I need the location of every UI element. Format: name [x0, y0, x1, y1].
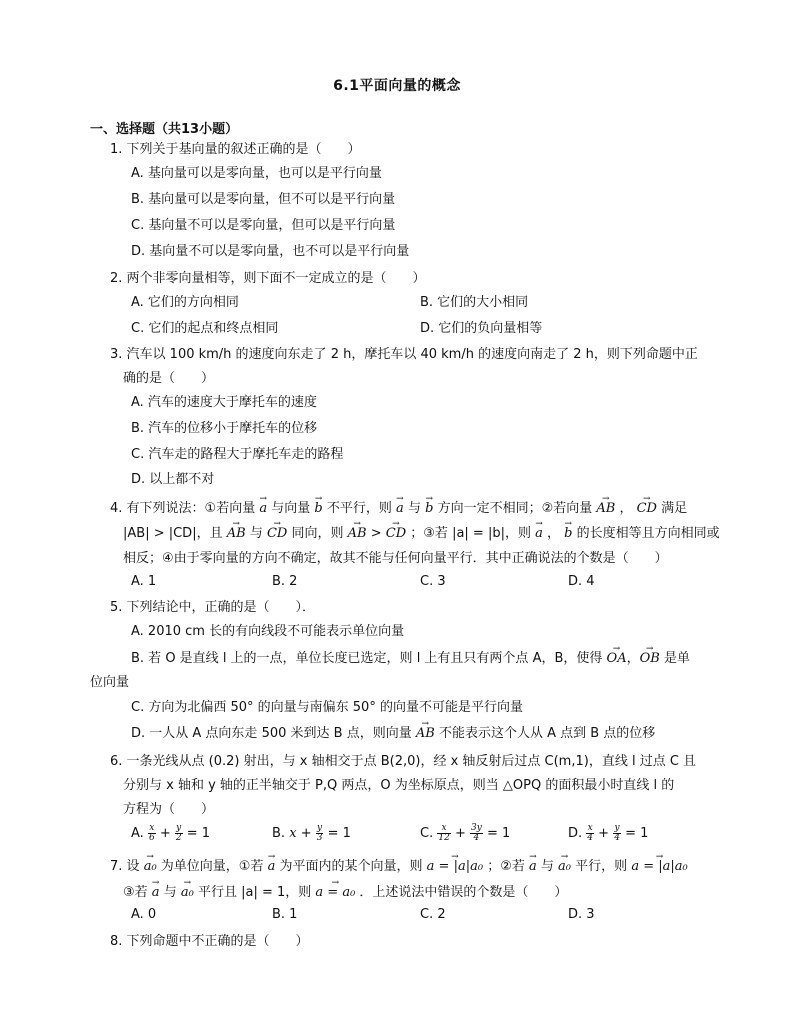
q7-option-b: B. 1	[272, 907, 298, 922]
option-letter: C.	[420, 826, 434, 841]
numerator: y	[317, 823, 323, 833]
q4-text: 满足	[661, 501, 688, 516]
denominator: 2	[175, 833, 182, 843]
q4-text: 与	[407, 501, 421, 516]
q7-text: ③若	[123, 885, 148, 900]
vector-a: → a	[152, 884, 160, 902]
fraction	[613, 824, 621, 843]
vector-a: → a	[259, 500, 267, 518]
q4-text: ，	[547, 526, 561, 541]
q5-text: 是单	[663, 651, 690, 666]
q4-option-c: C. 3	[420, 574, 446, 589]
equals-one: = 1	[625, 826, 649, 841]
equation-a-abs-a0: → a = |a|a₀	[631, 858, 687, 876]
fraction	[586, 824, 594, 843]
q1-option-c: C. 基向量不可以是零向量，但可以是平行向量	[131, 218, 396, 233]
q7-text: 7. 设	[110, 859, 140, 874]
q7-text: 与	[540, 859, 554, 874]
vector-b: → b	[564, 525, 572, 543]
section-heading: 一、选择题（共13小题）	[90, 122, 239, 137]
fraction	[316, 824, 324, 843]
vector-CD: → CD	[267, 525, 287, 543]
q4-option-b: B. 2	[272, 574, 298, 589]
q4-text: 同向，则	[291, 526, 344, 541]
plus-sign: +	[454, 826, 466, 841]
q4-text: |AB| > |CD|，且	[123, 526, 223, 541]
q7-text: 为单位向量，①若	[160, 859, 264, 874]
question-6-line3: 方程为（ ）	[123, 802, 215, 817]
vector-b: → b	[425, 500, 433, 518]
q5-text: ，	[626, 651, 640, 666]
vector-a0: → a₀	[181, 884, 194, 902]
q1-option-a: A. 基向量可以是零向量，也可以是平行向量	[131, 166, 382, 181]
fraction	[470, 824, 483, 843]
q7-option-c: C. 2	[420, 907, 446, 922]
numerator: y	[176, 823, 182, 833]
question-1-stem: 1. 下列关于基向量的叙述正确的是（ ）	[110, 142, 361, 157]
numerator: 3y	[471, 823, 482, 833]
variable-x: x	[289, 826, 297, 841]
q3-option-c: C. 汽车走的路程大于摩托车走的路程	[131, 447, 344, 462]
vector-OB: → OB	[640, 650, 660, 668]
vector-OA: → OA	[607, 650, 627, 668]
q6-option-b	[272, 824, 351, 843]
q4-text: >	[366, 526, 386, 541]
q5-text: 不能表示这个人从 A 点到 B 点的位移	[438, 726, 656, 741]
q4-text: 与向量	[271, 501, 311, 516]
denominator: 4	[473, 833, 480, 843]
page-title: 6.1平面向量的概念	[333, 78, 461, 94]
numerator: y	[614, 823, 620, 833]
q2-option-d: D. 它们的负向量相等	[420, 321, 543, 336]
q2-option-a: A. 它们的方向相同	[131, 295, 239, 310]
question-7-line2	[123, 884, 567, 902]
vector-CD: → CD	[386, 525, 406, 543]
fraction	[175, 824, 183, 843]
q5-option-b-line1	[131, 650, 690, 668]
q3-option-d: D. 以上都不对	[131, 472, 215, 487]
plus-sign: +	[159, 826, 171, 841]
fraction	[437, 824, 450, 843]
q4-option-a: A. 1	[131, 574, 157, 589]
vector-a: → a	[535, 525, 543, 543]
numerator: x	[587, 823, 593, 833]
q4-text: 不平行，则	[326, 501, 392, 516]
q7-text: ；②若	[487, 859, 525, 874]
q5-option-c: C. 方向为北偏西 50° 的向量与南偏东 50° 的向量不可能是平行向量	[131, 700, 523, 715]
option-letter: B.	[272, 826, 286, 841]
question-3-stem-line1: 3. 汽车以 100 km/h 的速度向东走了 2 h，摩托车以 40 km/h 的速度向南走了 2 h，则下列命题中正	[110, 347, 698, 362]
q1-option-d: D. 基向量不可以是零向量，也不可以是平行向量	[131, 244, 410, 259]
denominator: 4	[587, 833, 594, 843]
vector-a0: → a₀	[558, 858, 571, 876]
q6-option-d	[568, 824, 648, 843]
vector-CD: → CD	[637, 500, 657, 518]
q4-text: ；③若 |a| = |b|，则	[410, 526, 531, 541]
equals-one: = 1	[327, 826, 351, 841]
numerator: x	[437, 824, 450, 834]
denominator: 6	[148, 833, 155, 843]
question-8-stem: 8. 下列命题中不正确的是（ ）	[110, 934, 309, 949]
q7-option-a: A. 0	[131, 907, 157, 922]
vector-AB: → AB	[596, 500, 615, 518]
vector-a0: → a₀	[144, 858, 157, 876]
equals-one: = 1	[486, 826, 511, 841]
vector-AB: → AB	[416, 725, 435, 743]
vector-a: → a	[529, 858, 537, 876]
q7-text: 平行且 |a| = 1，则	[197, 885, 312, 900]
question-3-stem-line2: 确的是（ ）	[123, 371, 215, 386]
q2-option-b: B. 它们的大小相同	[420, 295, 529, 310]
q5-option-a: A. 2010 cm 长的有向线段不可能表示单位向量	[131, 624, 405, 639]
q3-option-a: A. 汽车的速度大于摩托车的速度	[131, 395, 317, 410]
q1-option-b: B. 基向量可以是零向量，但不可以是平行向量	[131, 192, 396, 207]
plus-sign: +	[598, 826, 610, 841]
plus-sign: +	[300, 826, 312, 841]
denominator: 12	[438, 833, 450, 843]
equals-one: = 1	[186, 826, 211, 841]
vector-b: → b	[314, 500, 322, 518]
vector-a: → a	[268, 858, 276, 876]
denominator: 4	[614, 833, 620, 843]
q3-option-b: B. 汽车的位移小于摩托车的位移	[131, 421, 318, 436]
q7-text: 平行，则	[575, 859, 628, 874]
fraction	[148, 824, 156, 843]
q4-option-d: D. 4	[568, 574, 595, 589]
denominator: 3	[316, 833, 323, 843]
q4-text: 的长度相等且方向相同或	[576, 526, 720, 541]
question-6-line2: 分别与 x 轴和 y 轴的正半轴交于 P,Q 两点，O 为坐标原点，则当 △OPQ 的面积最小时直线 l 的	[123, 778, 675, 793]
q6-option-a	[131, 824, 210, 843]
q7-text: ．上述说法中错误的个数是（ ）	[359, 885, 568, 900]
question-7-line1	[110, 858, 688, 876]
option-letter: A.	[131, 826, 144, 841]
q5-text: B. 若 O 是直线 l 上的一点，单位长度已选定，则 l 上有且只有两个点 A，B，使得	[131, 651, 603, 666]
q5-text: D. 一人从 A 点向东走 500 米到达 B 点，则向量	[131, 726, 412, 741]
option-letter: D.	[568, 826, 583, 841]
question-2-stem: 2. 两个非零向量相等，则下面不一定成立的是（ ）	[110, 271, 426, 286]
vector-AB: → AB	[227, 525, 246, 543]
question-4-line2	[123, 525, 720, 543]
q7-text: 与	[163, 885, 177, 900]
q4-text: 与	[249, 526, 263, 541]
q5-option-d	[131, 725, 655, 743]
q2-option-c: C. 它们的起点和终点相同	[131, 321, 279, 336]
q4-text: 4. 有下列说法：①若向量	[110, 501, 256, 516]
q7-option-d: D. 3	[568, 907, 595, 922]
numerator: x	[149, 823, 155, 833]
question-4-line3: 相反；④由于零向量的方向不确定，故其不能与任何向量平行．其中正确说法的个数是（ ）	[123, 551, 668, 566]
q5-option-b-line2: 位向量	[90, 675, 130, 690]
equation-a-a0: → a = a₀	[315, 884, 355, 902]
equation-a-abs-a0: → a = |a|a₀	[427, 858, 483, 876]
question-5-stem: 5. 下列结论中，正确的是（ ）．	[110, 600, 316, 615]
q4-text: ，	[619, 501, 633, 516]
vector-AB: → AB	[348, 525, 367, 543]
question-6-line1: 6. 一条光线从点 (0.2) 射出，与 x 轴相交于点 B(2,0)，经 x 轴反射后过点 C(m,1)，直线 l 过点 C 且	[110, 754, 697, 769]
vector-a: → a	[396, 500, 404, 518]
q4-text: 方向一定不相同；②若向量	[437, 501, 593, 516]
q7-text: 为平面内的某个向量，则	[279, 859, 423, 874]
q6-option-c	[420, 824, 510, 843]
